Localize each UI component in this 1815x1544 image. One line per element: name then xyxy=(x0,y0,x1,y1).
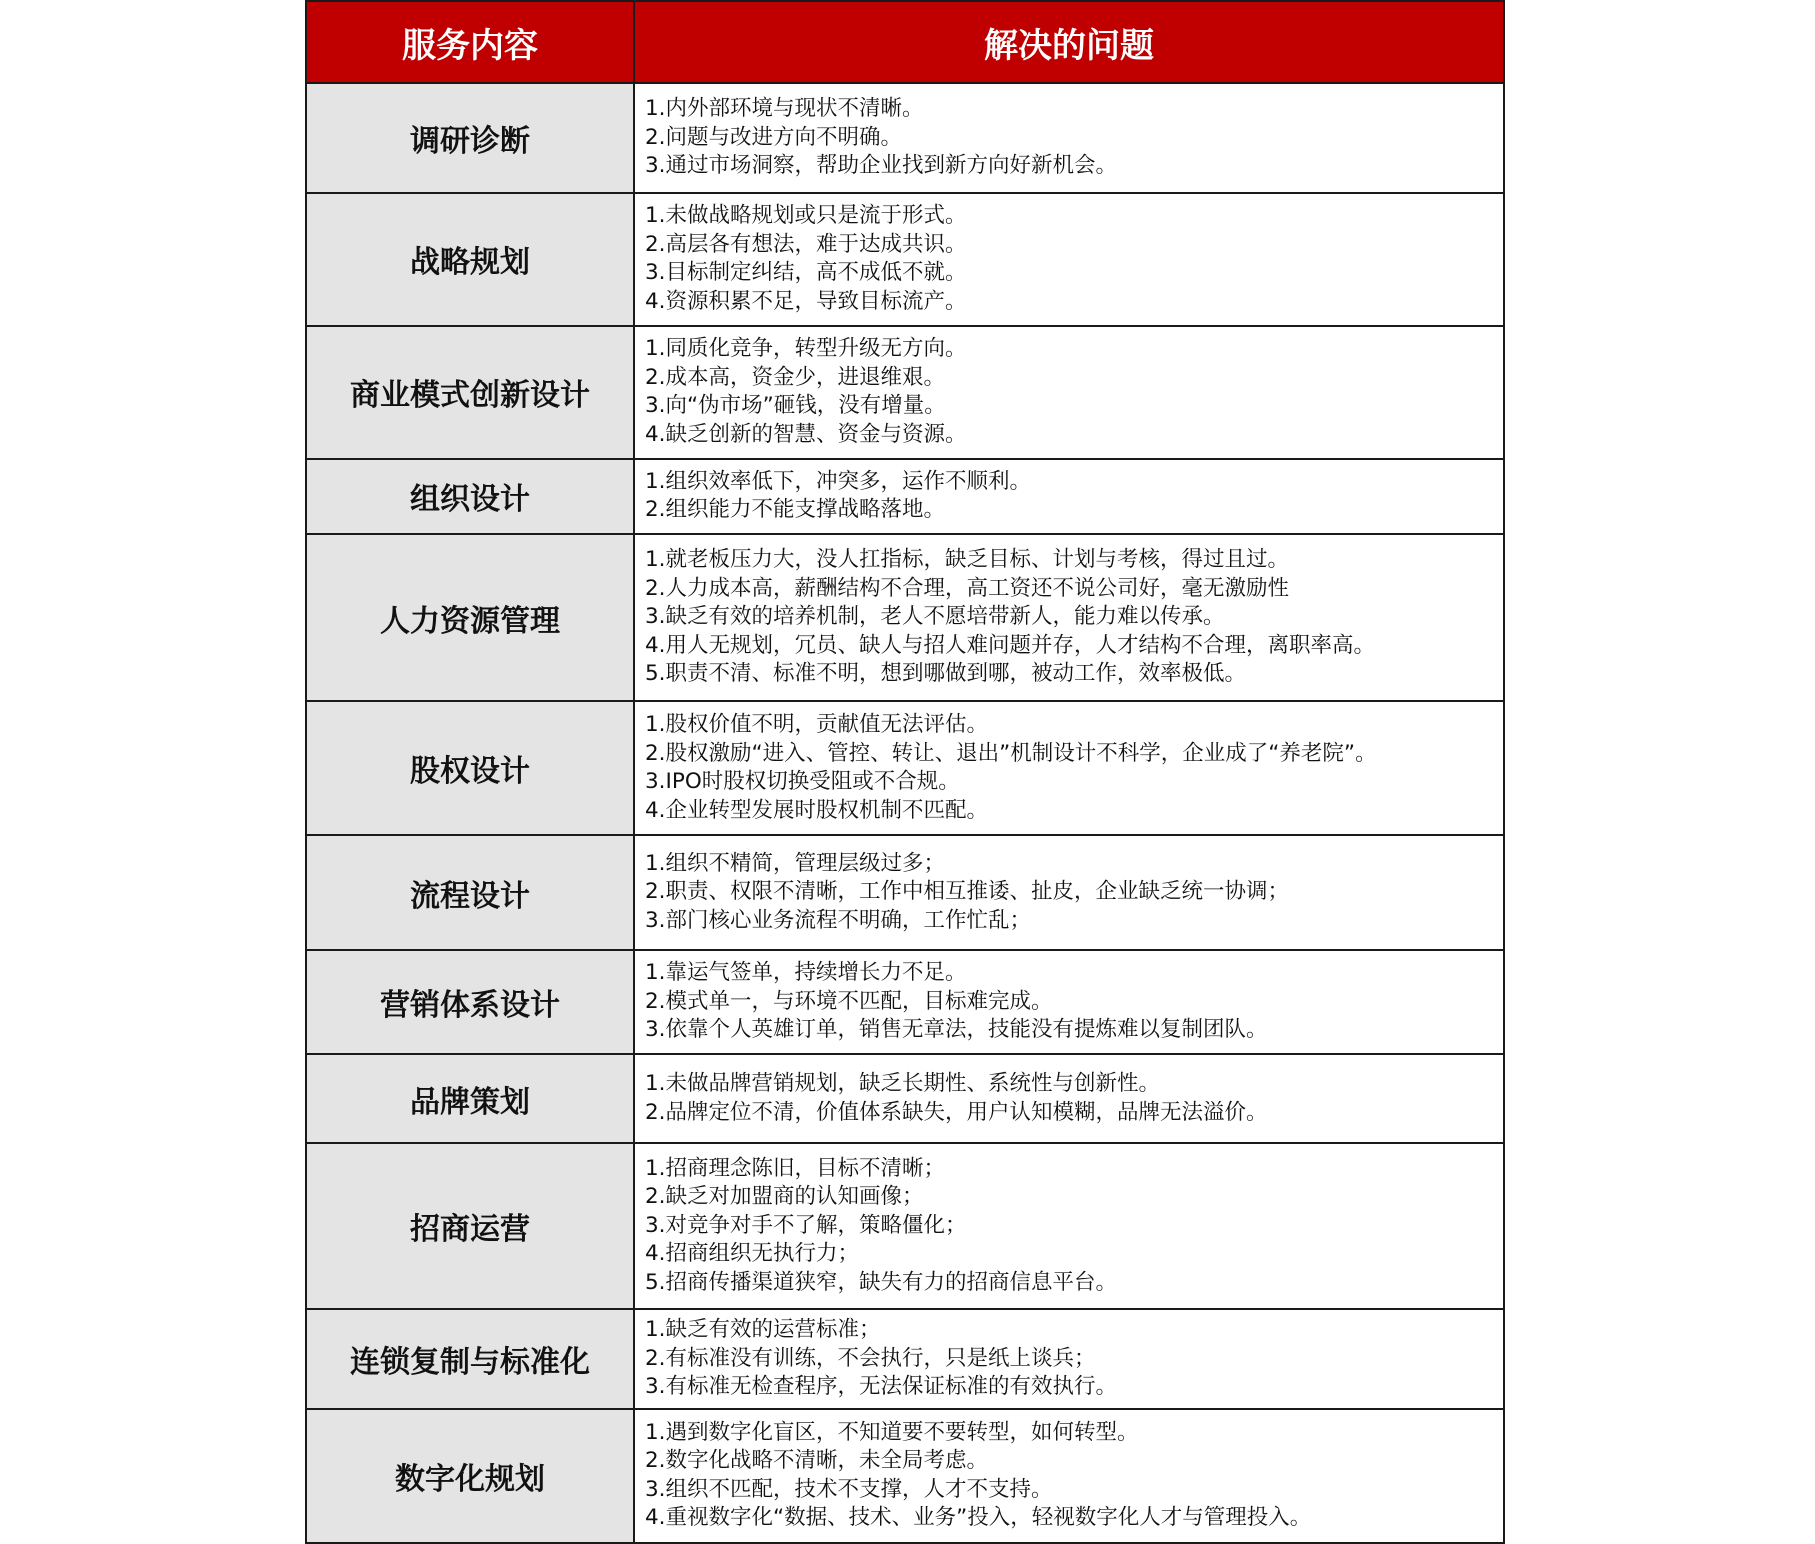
problem-item: 3.组织不匹配，技术不支撑，人才不支持。 xyxy=(645,1476,1053,1502)
problem-list-cell xyxy=(634,459,1504,535)
table-body xyxy=(306,83,1504,1543)
problem-list-cell xyxy=(634,835,1504,950)
problem-item: 2.模式单一，与环境不匹配，目标难完成。 xyxy=(645,988,1053,1014)
problem-item: 1.招商理念陈旧，目标不清晰； xyxy=(645,1155,946,1181)
problem-item: 1.靠运气签单，持续增长力不足。 xyxy=(645,960,967,986)
table-row xyxy=(306,950,1504,1054)
problem-item: 4.用人无规划，冗员、缺人与招人难问题并存，人才结构不合理，离职率高。 xyxy=(645,632,1376,658)
problem-item: 1.就老板压力大，没人扛指标，缺乏目标、计划与考核，得过且过。 xyxy=(645,547,1290,573)
problem-list-cell xyxy=(634,193,1504,326)
table-row xyxy=(306,1309,1504,1409)
problem-item: 4.招商组织无执行力； xyxy=(645,1241,860,1267)
problem-list-cell xyxy=(634,701,1504,835)
problem-list-cell xyxy=(634,83,1504,193)
table-row xyxy=(306,83,1504,193)
problem-item: 4.企业转型发展时股权机制不匹配。 xyxy=(645,797,989,823)
service-name-cell: 营销体系设计 xyxy=(306,950,634,1054)
problem-item: 4.重视数字化“数据、技术、业务”投入，轻视数字化人才与管理投入。 xyxy=(645,1505,1312,1531)
problem-item: 4.缺乏创新的智慧、资金与资源。 xyxy=(645,421,967,447)
problem-item: 2.股权激励“进入、管控、转让、退出”机制设计不科学，企业成了“养老院”。 xyxy=(645,740,1377,766)
problem-list-cell xyxy=(634,1409,1504,1543)
service-name-cell: 招商运营 xyxy=(306,1143,634,1308)
problem-list-cell xyxy=(634,950,1504,1054)
table-row xyxy=(306,326,1504,459)
problem-item: 3.缺乏有效的培养机制，老人不愿培带新人，能力难以传承。 xyxy=(645,604,1225,630)
service-name-cell: 商业模式创新设计 xyxy=(306,326,634,459)
service-name-cell: 数字化规划 xyxy=(306,1409,634,1543)
table-row xyxy=(306,1054,1504,1143)
problem-list-cell xyxy=(634,1309,1504,1409)
problem-item: 2.品牌定位不清，价值体系缺失，用户认知模糊，品牌无法溢价。 xyxy=(645,1099,1268,1125)
service-name-cell: 人力资源管理 xyxy=(306,534,634,701)
problem-item: 2.成本高，资金少，进退维艰。 xyxy=(645,364,946,390)
problem-item: 1.未做战略规划或只是流于形式。 xyxy=(645,203,967,229)
service-name-cell: 股权设计 xyxy=(306,701,634,835)
problem-item: 1.内外部环境与现状不清晰。 xyxy=(645,96,924,122)
problem-item: 2.有标准没有训练，不会执行，只是纸上谈兵； xyxy=(645,1345,1096,1371)
problem-list-cell xyxy=(634,534,1504,701)
problem-item: 3.IPO时股权切换受阻或不合规。 xyxy=(645,769,960,795)
problem-item: 5.职责不清、标准不明，想到哪做到哪，被动工作，效率极低。 xyxy=(645,661,1247,687)
problem-list-cell xyxy=(634,1054,1504,1143)
problem-item: 5.招商传播渠道狭窄，缺失有力的招商信息平台。 xyxy=(645,1269,1118,1295)
problem-item: 1.组织效率低下，冲突多，运作不顺利。 xyxy=(645,468,1032,494)
table-row xyxy=(306,1409,1504,1543)
table-row xyxy=(306,193,1504,326)
problem-item: 1.股权价值不明，贡献值无法评估。 xyxy=(645,712,989,738)
service-name-cell: 调研诊断 xyxy=(306,83,634,193)
problem-item: 3.部门核心业务流程不明确，工作忙乱； xyxy=(645,907,1032,933)
problem-item: 2.人力成本高，薪酬结构不合理，高工资还不说公司好，毫无激励性 xyxy=(645,575,1290,601)
table-row xyxy=(306,835,1504,950)
problem-item: 4.资源积累不足，导致目标流产。 xyxy=(645,288,967,314)
table-row xyxy=(306,459,1504,535)
service-name-cell: 组织设计 xyxy=(306,459,634,535)
service-name-cell: 连锁复制与标准化 xyxy=(306,1309,634,1409)
problem-item: 3.有标准无检查程序，无法保证标准的有效执行。 xyxy=(645,1374,1118,1400)
problem-item: 2.问题与改进方向不明确。 xyxy=(645,124,903,150)
problem-item: 3.对竞争对手不了解，策略僵化； xyxy=(645,1212,967,1238)
problem-list-cell xyxy=(634,1143,1504,1308)
table-row xyxy=(306,701,1504,835)
service-name-cell: 流程设计 xyxy=(306,835,634,950)
problem-item: 2.数字化战略不清晰，未全局考虑。 xyxy=(645,1448,989,1474)
problem-item: 1.组织不精简，管理层级过多； xyxy=(645,850,946,876)
table-row xyxy=(306,1143,1504,1308)
problem-item: 1.缺乏有效的运营标准； xyxy=(645,1317,881,1343)
problem-item: 2.组织能力不能支撑战略落地。 xyxy=(645,497,946,523)
problem-item: 1.未做品牌营销规划，缺乏长期性、系统性与创新性。 xyxy=(645,1071,1161,1097)
service-name-cell: 战略规划 xyxy=(306,193,634,326)
problem-item: 3.依靠个人英雄订单，销售无章法，技能没有提炼难以复制团队。 xyxy=(645,1017,1268,1043)
header-problems-solved: 解决的问题 xyxy=(634,1,1504,83)
problem-item: 3.通过市场洞察，帮助企业找到新方向好新机会。 xyxy=(645,153,1118,179)
problem-item: 1.遇到数字化盲区，不知道要不要转型，如何转型。 xyxy=(645,1419,1139,1445)
service-name-cell: 品牌策划 xyxy=(306,1054,634,1143)
problem-item: 3.目标制定纠结，高不成低不就。 xyxy=(645,260,967,286)
problem-item: 1.同质化竞争，转型升级无方向。 xyxy=(645,336,967,362)
problem-item: 3.向“伪市场”砸钱，没有增量。 xyxy=(645,393,946,419)
service-table xyxy=(305,0,1505,1544)
header-service-content: 服务内容 xyxy=(306,1,634,83)
table-row xyxy=(306,534,1504,701)
problem-item: 2.高层各有想法，难于达成共识。 xyxy=(645,231,967,257)
problem-item: 2.职责、权限不清晰，工作中相互推诿、扯皮，企业缺乏统一协调； xyxy=(645,879,1290,905)
table-header-row xyxy=(306,1,1504,83)
problem-list-cell xyxy=(634,326,1504,459)
problem-item: 2.缺乏对加盟商的认知画像； xyxy=(645,1184,924,1210)
